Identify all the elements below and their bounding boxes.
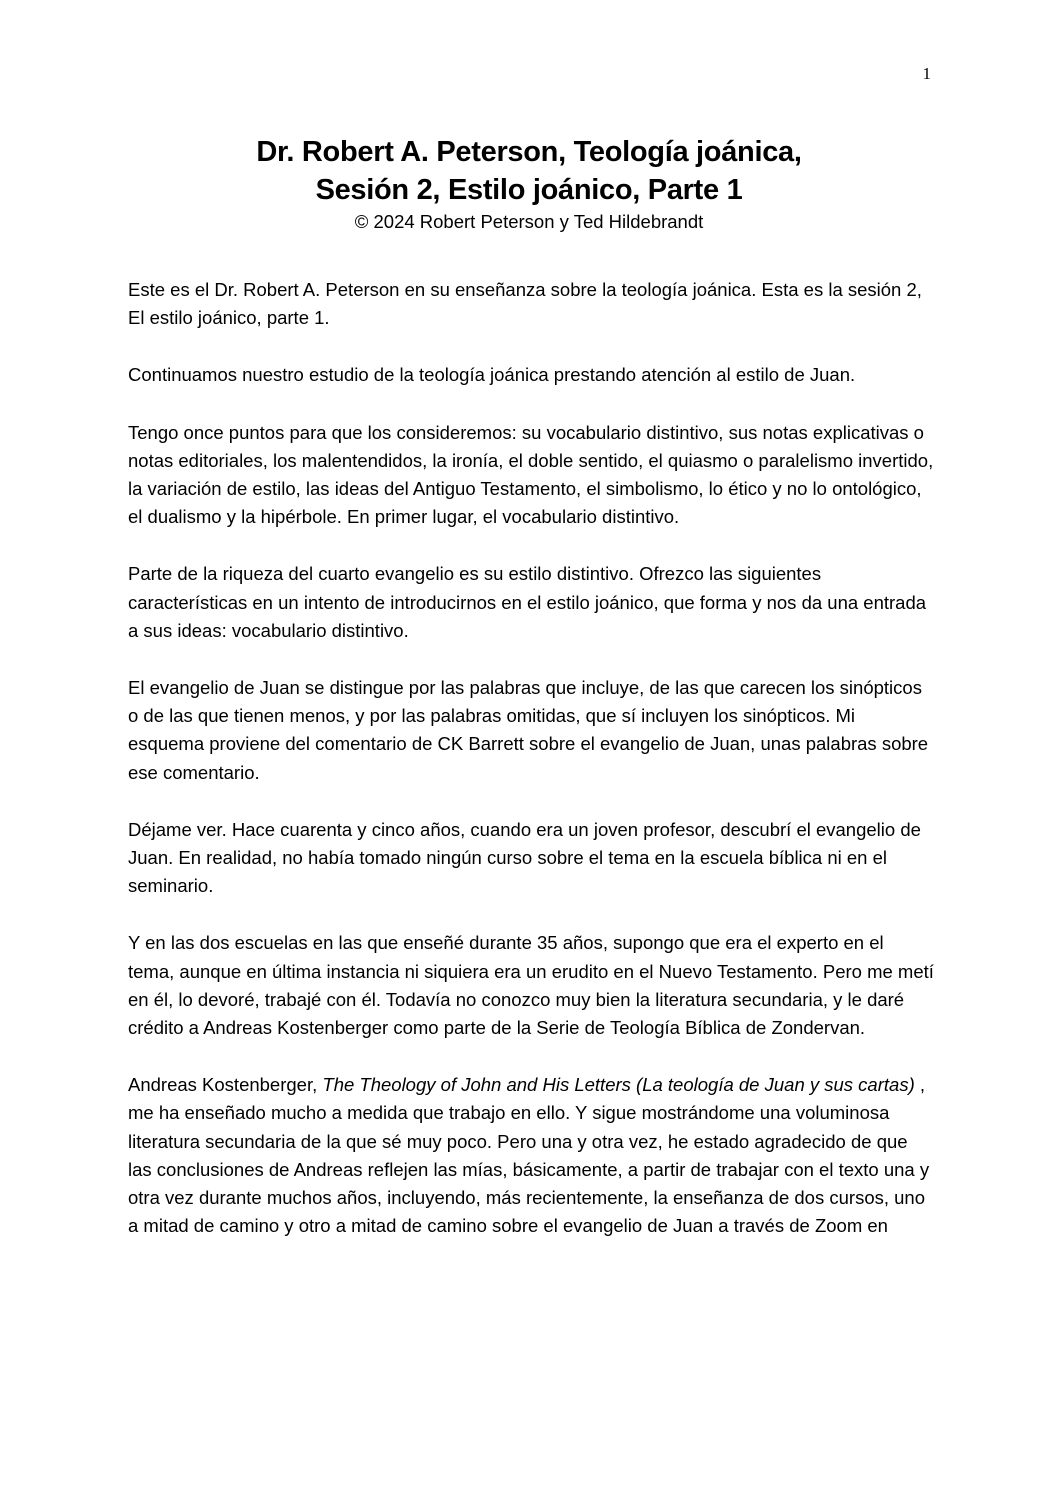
- paragraph-lead: Andreas Kostenberger,: [128, 1074, 323, 1096]
- paragraph: Déjame ver. Hace cuarenta y cinco años, cuando era un joven profesor, descubrí el evangelio de Juan. En realidad, no había tomado ningún curso sobre el tema en la escuela bíblica ni en el seminario.: [128, 818, 921, 897]
- document-title-line-1: Dr. Robert A. Peterson, Teología joánica,: [256, 136, 802, 168]
- paragraph-rest: , me ha enseñado mucho a medida que trabajo en ello. Y sigue mostrándome una voluminosa literatura secundaria de la que sé muy poco. Pero una y otra vez, he estado agradecido de que las conclusiones de Andreas reflejen las mías, básicamente, a partir de trabajar con el texto una y otra vez durante muchos años, incluyendo, más recientemente, la enseñanza de dos cursos, uno a mitad de camino y otro a mitad de camino sobre el evangelio de Juan a través de Zoom en: [128, 1074, 930, 1237]
- book-title: The Theology of John and His Letters (La teología de Juan y sus cartas): [322, 1074, 915, 1096]
- copyright-notice: © 2024 Robert Peterson y Ted Hildebrandt: [354, 211, 704, 232]
- paragraph: Y en las dos escuelas en las que enseñé durante 35 años, supongo que era el experto en el tema, aunque en última instancia ni siquiera era un erudito en el Nuevo Testamento. Pero me metí en él, lo devoré, trabajé con él. Todavía no conozco muy bien la literatura secundaria, y le daré crédito a Andreas Kostenberger como parte de la Serie de Teología Bíblica de Zondervan.: [128, 932, 934, 1039]
- paragraph: Tengo once puntos para que los consideremos: su vocabulario distintivo, sus notas explicativas o notas editoriales, los malentendidos, la ironía, el doble sentido, el quiasmo o paralelismo invertido, la variación de estilo, las ideas del Antiguo Testamento, el simbolismo, lo ético y no lo ontológico, el dualismo y la hipérbole. En primer lugar, el vocabulario distintivo.: [128, 421, 934, 528]
- document-body: [128, 276, 934, 1240]
- document-title-line-2: Sesión 2, Estilo joánico, Parte 1: [315, 174, 743, 206]
- page-number: 1: [922, 64, 931, 83]
- paragraph-kostenberger: [128, 1071, 934, 1240]
- paragraph: Continuamos nuestro estudio de la teología joánica prestando atención al estilo de Juan.: [128, 364, 856, 386]
- paragraph: El evangelio de Juan se distingue por las palabras que incluye, de las que carecen los sinópticos o de las que tienen menos, y por las palabras omitidas, que sí incluyen los sinópticos. Mi esquema proviene del comentario de CK Barrett sobre el evangelio de Juan, unas palabras sobre ese comentario.: [128, 677, 929, 783]
- paragraph: Parte de la riqueza del cuarto evangelio es su estilo distintivo. Ofrezco las siguientes características en un intento de introducirnos en el estilo joánico, que forma y nos da una entrada a sus ideas: vocabulario distintivo.: [128, 563, 927, 641]
- paragraph: Este es el Dr. Robert A. Peterson en su enseñanza sobre la teología joánica. Esta es la sesión 2, El estilo joánico, parte 1.: [128, 279, 922, 329]
- title-block: [0, 133, 1058, 235]
